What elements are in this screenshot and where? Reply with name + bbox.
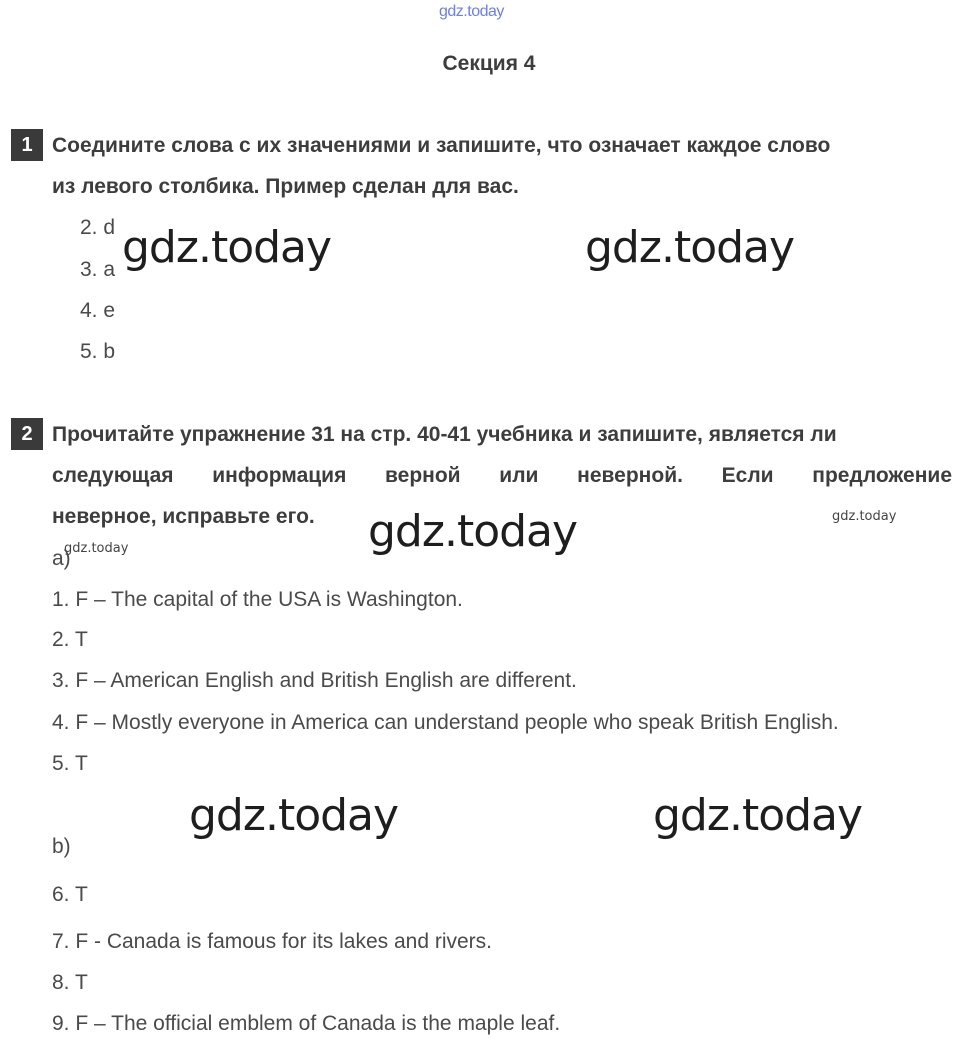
task-1-instruction-line-2: из левого столбика. Пример сделан для вас.: [52, 175, 519, 198]
part-a-item: 2. T: [52, 628, 88, 651]
part-a-item: 4. F – Mostly everyone in America can understand people who speak British English.: [52, 711, 839, 734]
task-1-answer: 3. a: [80, 258, 116, 281]
part-a-label: a): [52, 547, 71, 570]
watermark-big: gdz.today: [368, 506, 578, 557]
watermark-top: gdz.today: [439, 3, 504, 20]
part-a-item: 3. F – American English and British English are different.: [52, 669, 577, 692]
watermark-big: gdz.today: [653, 790, 863, 841]
task-2-instruction-line-1: Прочитайте упражнение 31 на стр. 40-41 учебника и запишите, является ли: [52, 423, 837, 446]
task-1-answer: 5. b: [80, 340, 116, 363]
part-b-item: 6. T: [52, 883, 88, 906]
task-2-number-badge: 2: [11, 418, 43, 450]
watermark-small: gdz.today: [64, 541, 129, 556]
watermark-big: gdz.today: [122, 222, 332, 273]
part-b-item: 7. F - Canada is famous for its lakes and rivers.: [52, 930, 493, 953]
part-b-item: 9. F – The official emblem of Canada is the maple leaf.: [52, 1012, 561, 1035]
task-2-instruction-line-3: неверное, исправьте его.: [52, 505, 315, 528]
part-a-item: 5. T: [52, 752, 88, 775]
section-title: Секция 4: [442, 52, 536, 75]
watermark-big: gdz.today: [585, 222, 795, 273]
part-b-label: b): [52, 835, 71, 858]
watermark-small: gdz.today: [832, 509, 897, 524]
task-2-instruction-line-2: следующая информация верной или неверной. Если предложение: [52, 464, 952, 487]
task-1-answer: 2. d: [80, 216, 116, 239]
part-b-item: 8. T: [52, 971, 88, 994]
part-a-item: 1. F – The capital of the USA is Washington.: [52, 588, 463, 611]
task-1-number-badge: 1: [11, 129, 43, 161]
task-1-answer: 4. e: [80, 299, 116, 322]
watermark-big: gdz.today: [189, 790, 399, 841]
task-1-instruction-line-1: Соедините слова с их значениями и запишите, что означает каждое слово: [52, 134, 831, 157]
